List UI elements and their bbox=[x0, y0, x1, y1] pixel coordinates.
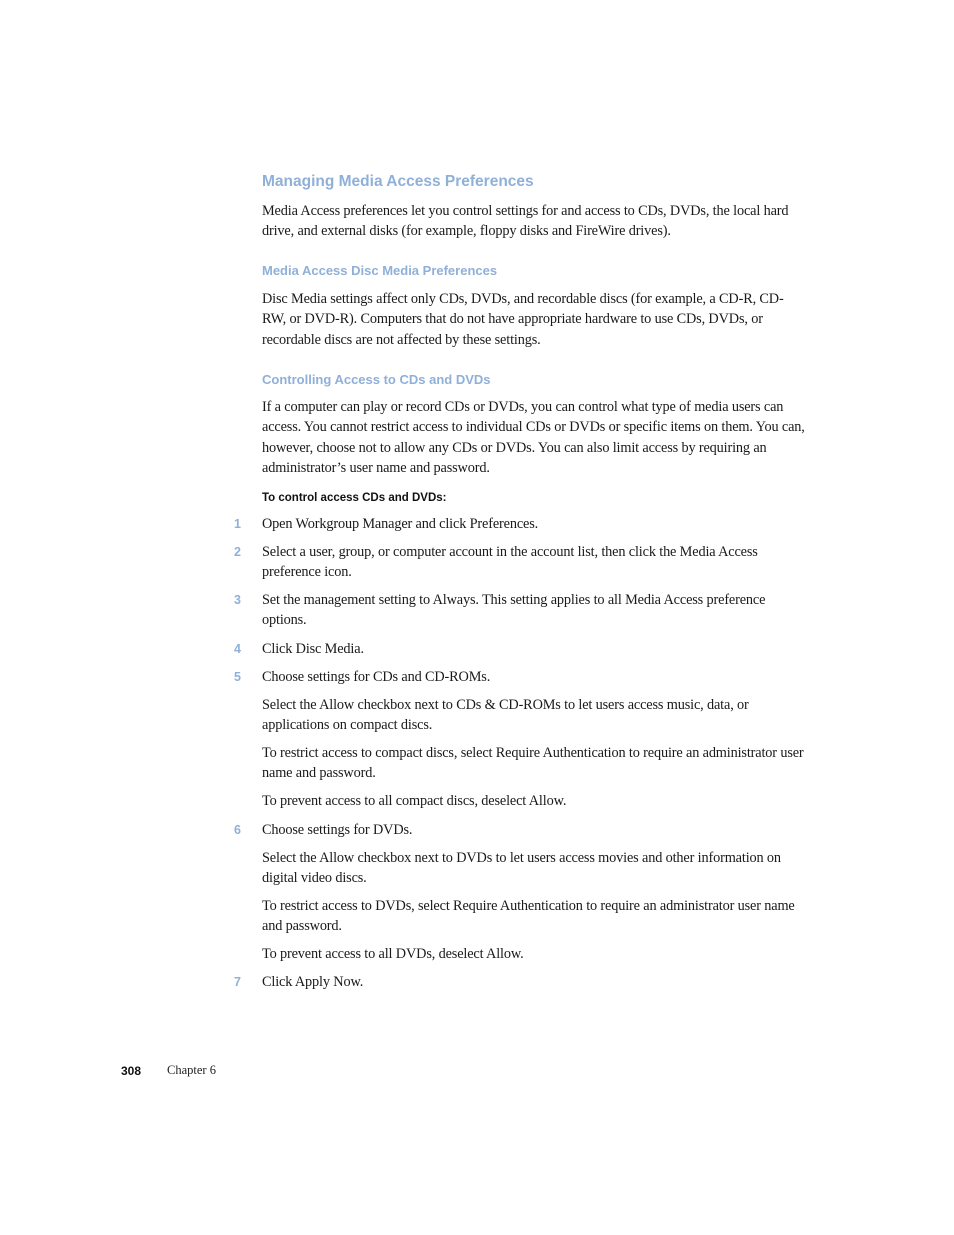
step-number: 7 bbox=[234, 975, 241, 989]
step-number: 6 bbox=[234, 823, 241, 837]
subsection-body-disc-media: Disc Media settings affect only CDs, DVDs, and recordable discs (for example, a CD-R, CD-RW, or DVD-R). Computers that do not have appropriate hardware to use CDs, DVDs, or recordable discs are not affected by these settings. bbox=[262, 291, 784, 348]
step-text: Choose settings for CDs and CD-ROMs. bbox=[262, 669, 491, 685]
subsection-title-disc-media: Media Access Disc Media Preferences bbox=[262, 263, 498, 278]
chapter-label: Chapter 6 bbox=[167, 1063, 216, 1077]
subsection-body-controlling-access: If a computer can play or record CDs or DVDs, you can control what type of media users can access. You cannot restrict access to individual CDs or DVDs or specific items on them. You can, however, choose not to allow any CDs or DVDs. You can also limit access by requiring an administrator’s user name and password. bbox=[262, 399, 805, 476]
step-text: Click Apply Now. bbox=[262, 974, 364, 990]
step-text: Set the management setting to Always. This setting applies to all Media Access preference options. bbox=[262, 592, 766, 629]
step-text: Choose settings for DVDs. bbox=[262, 822, 413, 838]
step-number: 3 bbox=[234, 593, 241, 607]
step-number: 5 bbox=[234, 670, 241, 684]
step-number: 4 bbox=[234, 642, 241, 656]
step-note: To prevent access to all DVDs, deselect Allow. bbox=[262, 946, 524, 962]
step-note: To prevent access to all compact discs, deselect Allow. bbox=[262, 793, 567, 809]
step-note: To restrict access to DVDs, select Require Authentication to require an administrator user name and password. bbox=[262, 898, 795, 935]
step-text: Click Disc Media. bbox=[262, 641, 364, 657]
step-text: Open Workgroup Manager and click Preferences. bbox=[262, 516, 539, 532]
step-number: 1 bbox=[234, 517, 241, 531]
subsection-title-controlling-access: Controlling Access to CDs and DVDs bbox=[262, 372, 491, 387]
step-number: 2 bbox=[234, 545, 241, 559]
page-number: 308 bbox=[121, 1064, 142, 1078]
section-intro: Media Access preferences let you control settings for and access to CDs, DVDs, the local hard drive, and external disks (for example, floppy disks and FireWire drives). bbox=[262, 203, 789, 240]
step-text: Select a user, group, or computer account in the account list, then click the Media Access preference icon. bbox=[262, 544, 758, 581]
procedure-title: To control access CDs and DVDs: bbox=[262, 492, 447, 504]
step-note: Select the Allow checkbox next to CDs & CD-ROMs to let users access music, data, or applications on compact discs. bbox=[262, 697, 749, 734]
step-note: To restrict access to compact discs, select Require Authentication to require an administrator user name and password. bbox=[262, 745, 804, 782]
step-note: Select the Allow checkbox next to DVDs to let users access movies and other information on digital video discs. bbox=[262, 850, 781, 887]
section-title: Managing Media Access Preferences bbox=[262, 173, 534, 190]
